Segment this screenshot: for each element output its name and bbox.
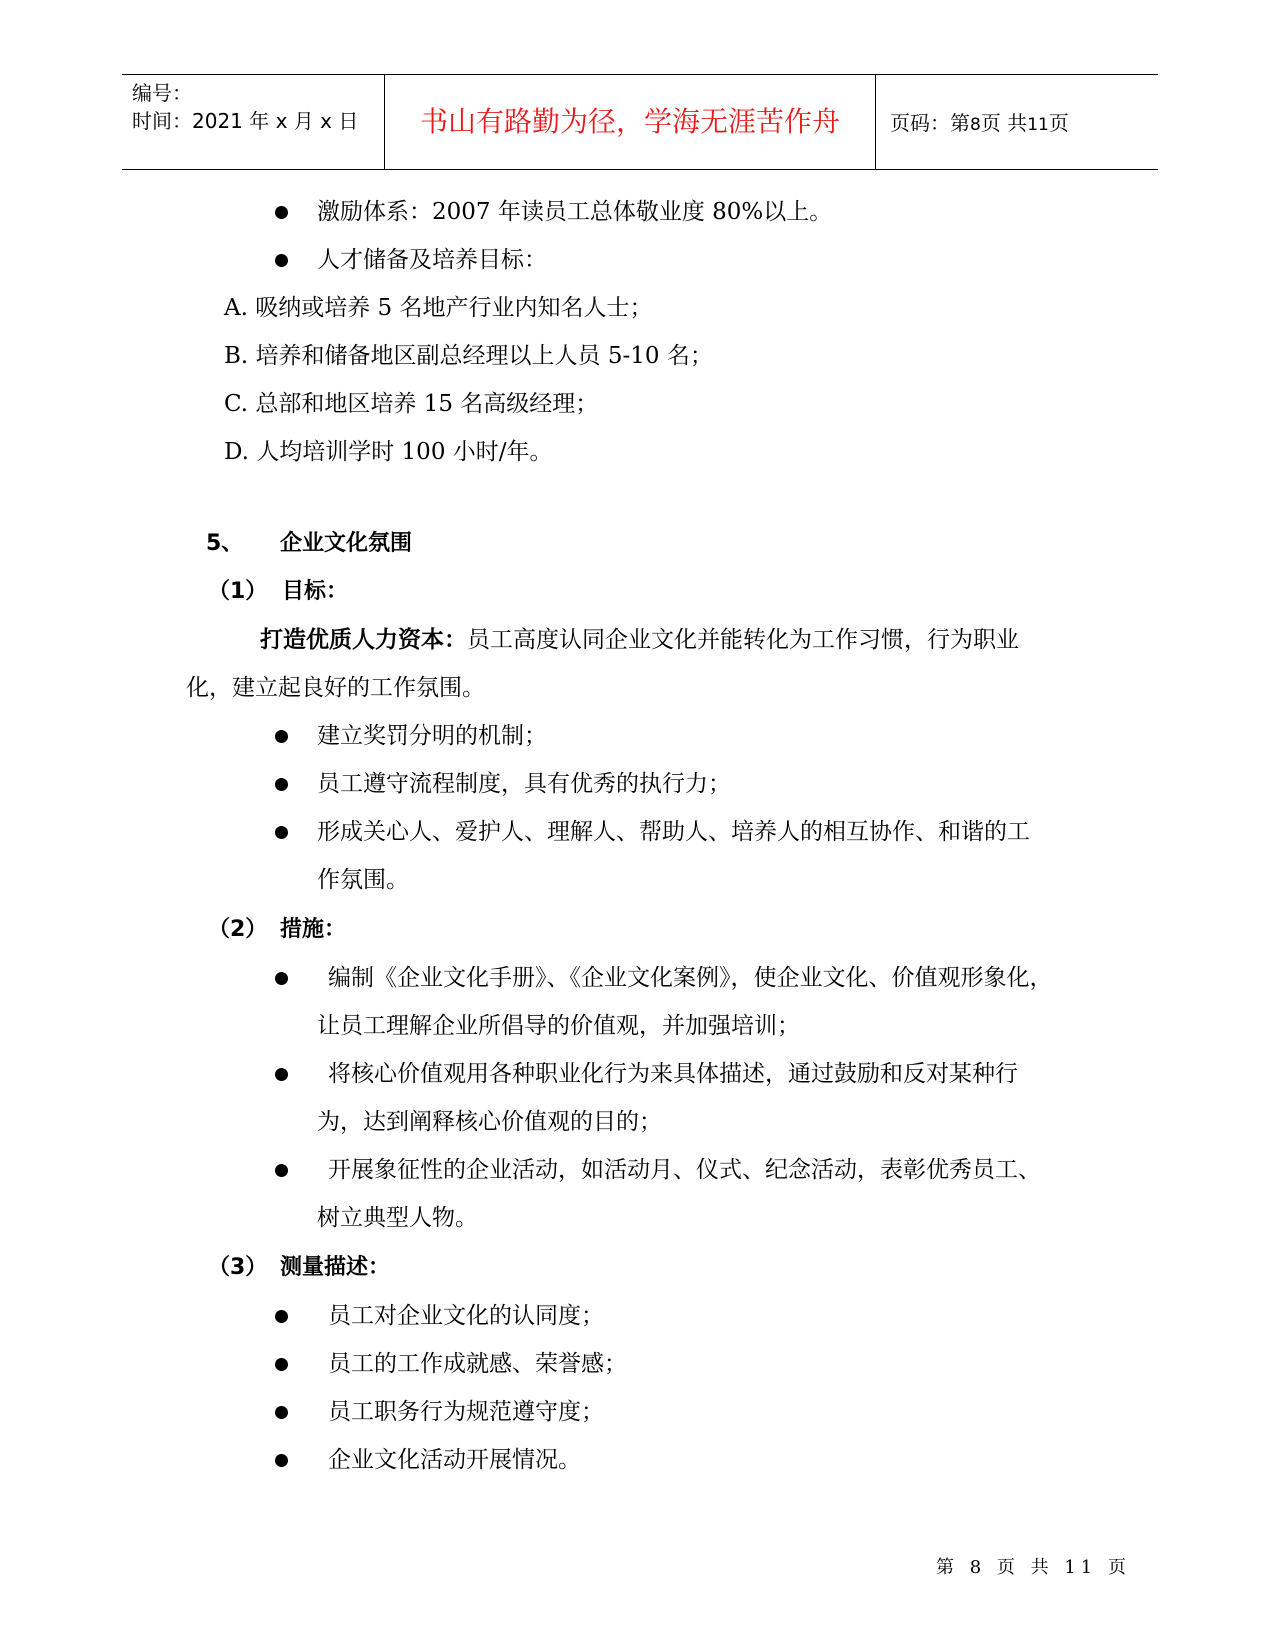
document-number-label: 编号：	[132, 81, 192, 105]
list-item: A. 吸纳或培养 5 名地产行业内知名人士；	[224, 295, 653, 321]
bullet-icon	[275, 1406, 288, 1419]
bullet-text: 员工职务行为规范遵守度；	[328, 1399, 604, 1425]
bullet-text: 企业文化活动开展情况。	[328, 1447, 581, 1473]
header-motto-cell	[384, 75, 876, 169]
bullet-text: 将核心价值观用各种职业化行为来具体描述，通过鼓励和反对某种行	[328, 1061, 1018, 1087]
bullet-text: 员工遵守流程制度，具有优秀的执行力；	[317, 771, 731, 797]
bullet-icon	[275, 1358, 288, 1371]
bullet-text: 建立奖罚分明的机制；	[317, 723, 547, 749]
list-item: D. 人均培训学时 100 小时/年。	[224, 439, 553, 465]
page-header	[122, 74, 1158, 170]
section-title: 企业文化氛围	[280, 531, 413, 556]
bullet-text-continued: 让员工理解企业所倡导的价值观，并加强培训；	[317, 1013, 800, 1039]
list-item: C. 总部和地区培养 15 名高级经理；	[224, 391, 599, 417]
subsection-title: 措施：	[280, 917, 347, 942]
bullet-text: 员工的工作成就感、荣誉感；	[328, 1351, 627, 1377]
subsection-number: （3）	[208, 1255, 268, 1280]
bullet-text-continued: 作氛围。	[317, 867, 409, 893]
subsection-title: 目标：	[282, 579, 349, 604]
document-date: 时间：2021 年 x 月 x 日	[132, 109, 359, 133]
bullet-icon	[275, 972, 288, 985]
paragraph-line	[260, 624, 1019, 656]
bullet-text: 开展象征性的企业活动，如活动月、仪式、纪念活动，表彰优秀员工、	[328, 1157, 1041, 1183]
header-page-cell	[876, 75, 1158, 169]
bullet-icon	[275, 730, 288, 743]
paragraph-lead: 打造优质人力资本：	[260, 627, 467, 653]
list-item: B. 培养和储备地区副总经理以上人员 5-10 名；	[224, 343, 713, 369]
bullet-text: 编制《企业文化手册》、《企业文化案例》，使企业文化、价值观形象化，	[328, 965, 1053, 991]
bullet-icon	[275, 1164, 288, 1177]
subsection-title: 测量描述：	[280, 1255, 391, 1280]
bullet-text: 激励体系：2007 年读员工总体敬业度 80%以上。	[317, 199, 833, 225]
bullet-text: 人才储备及培养目标：	[317, 247, 547, 273]
paragraph-text: 员工高度认同企业文化并能转化为工作习惯，行为职业	[467, 627, 1019, 653]
bullet-icon	[275, 206, 288, 219]
bullet-text: 形成关心人、爱护人、理解人、帮助人、培养人的相互协作、和谐的工	[317, 819, 1030, 845]
section-number: 5、	[206, 531, 244, 556]
motto: 书山有路勤为径，学海无涯苦作舟	[419, 105, 840, 138]
bullet-text-continued: 树立典型人物。	[317, 1205, 478, 1231]
bullet-text: 员工对企业文化的认同度；	[328, 1303, 604, 1329]
subsection-number: （1）	[208, 579, 268, 604]
header-page-number: 页码：第8页 共11页	[890, 111, 1069, 135]
page-footer: 第 8 页 共 11 页	[936, 1557, 1131, 1578]
bullet-icon	[275, 778, 288, 791]
header-info-cell	[122, 75, 384, 169]
paragraph-line: 化，建立起良好的工作氛围。	[186, 675, 485, 701]
bullet-icon	[275, 1454, 288, 1467]
bullet-icon	[275, 1310, 288, 1323]
bullet-icon	[275, 1068, 288, 1081]
bullet-icon	[275, 826, 288, 839]
bullet-text-continued: 为，达到阐释核心价值观的目的；	[317, 1109, 662, 1135]
subsection-number: （2）	[208, 917, 268, 942]
bullet-icon	[275, 254, 288, 267]
